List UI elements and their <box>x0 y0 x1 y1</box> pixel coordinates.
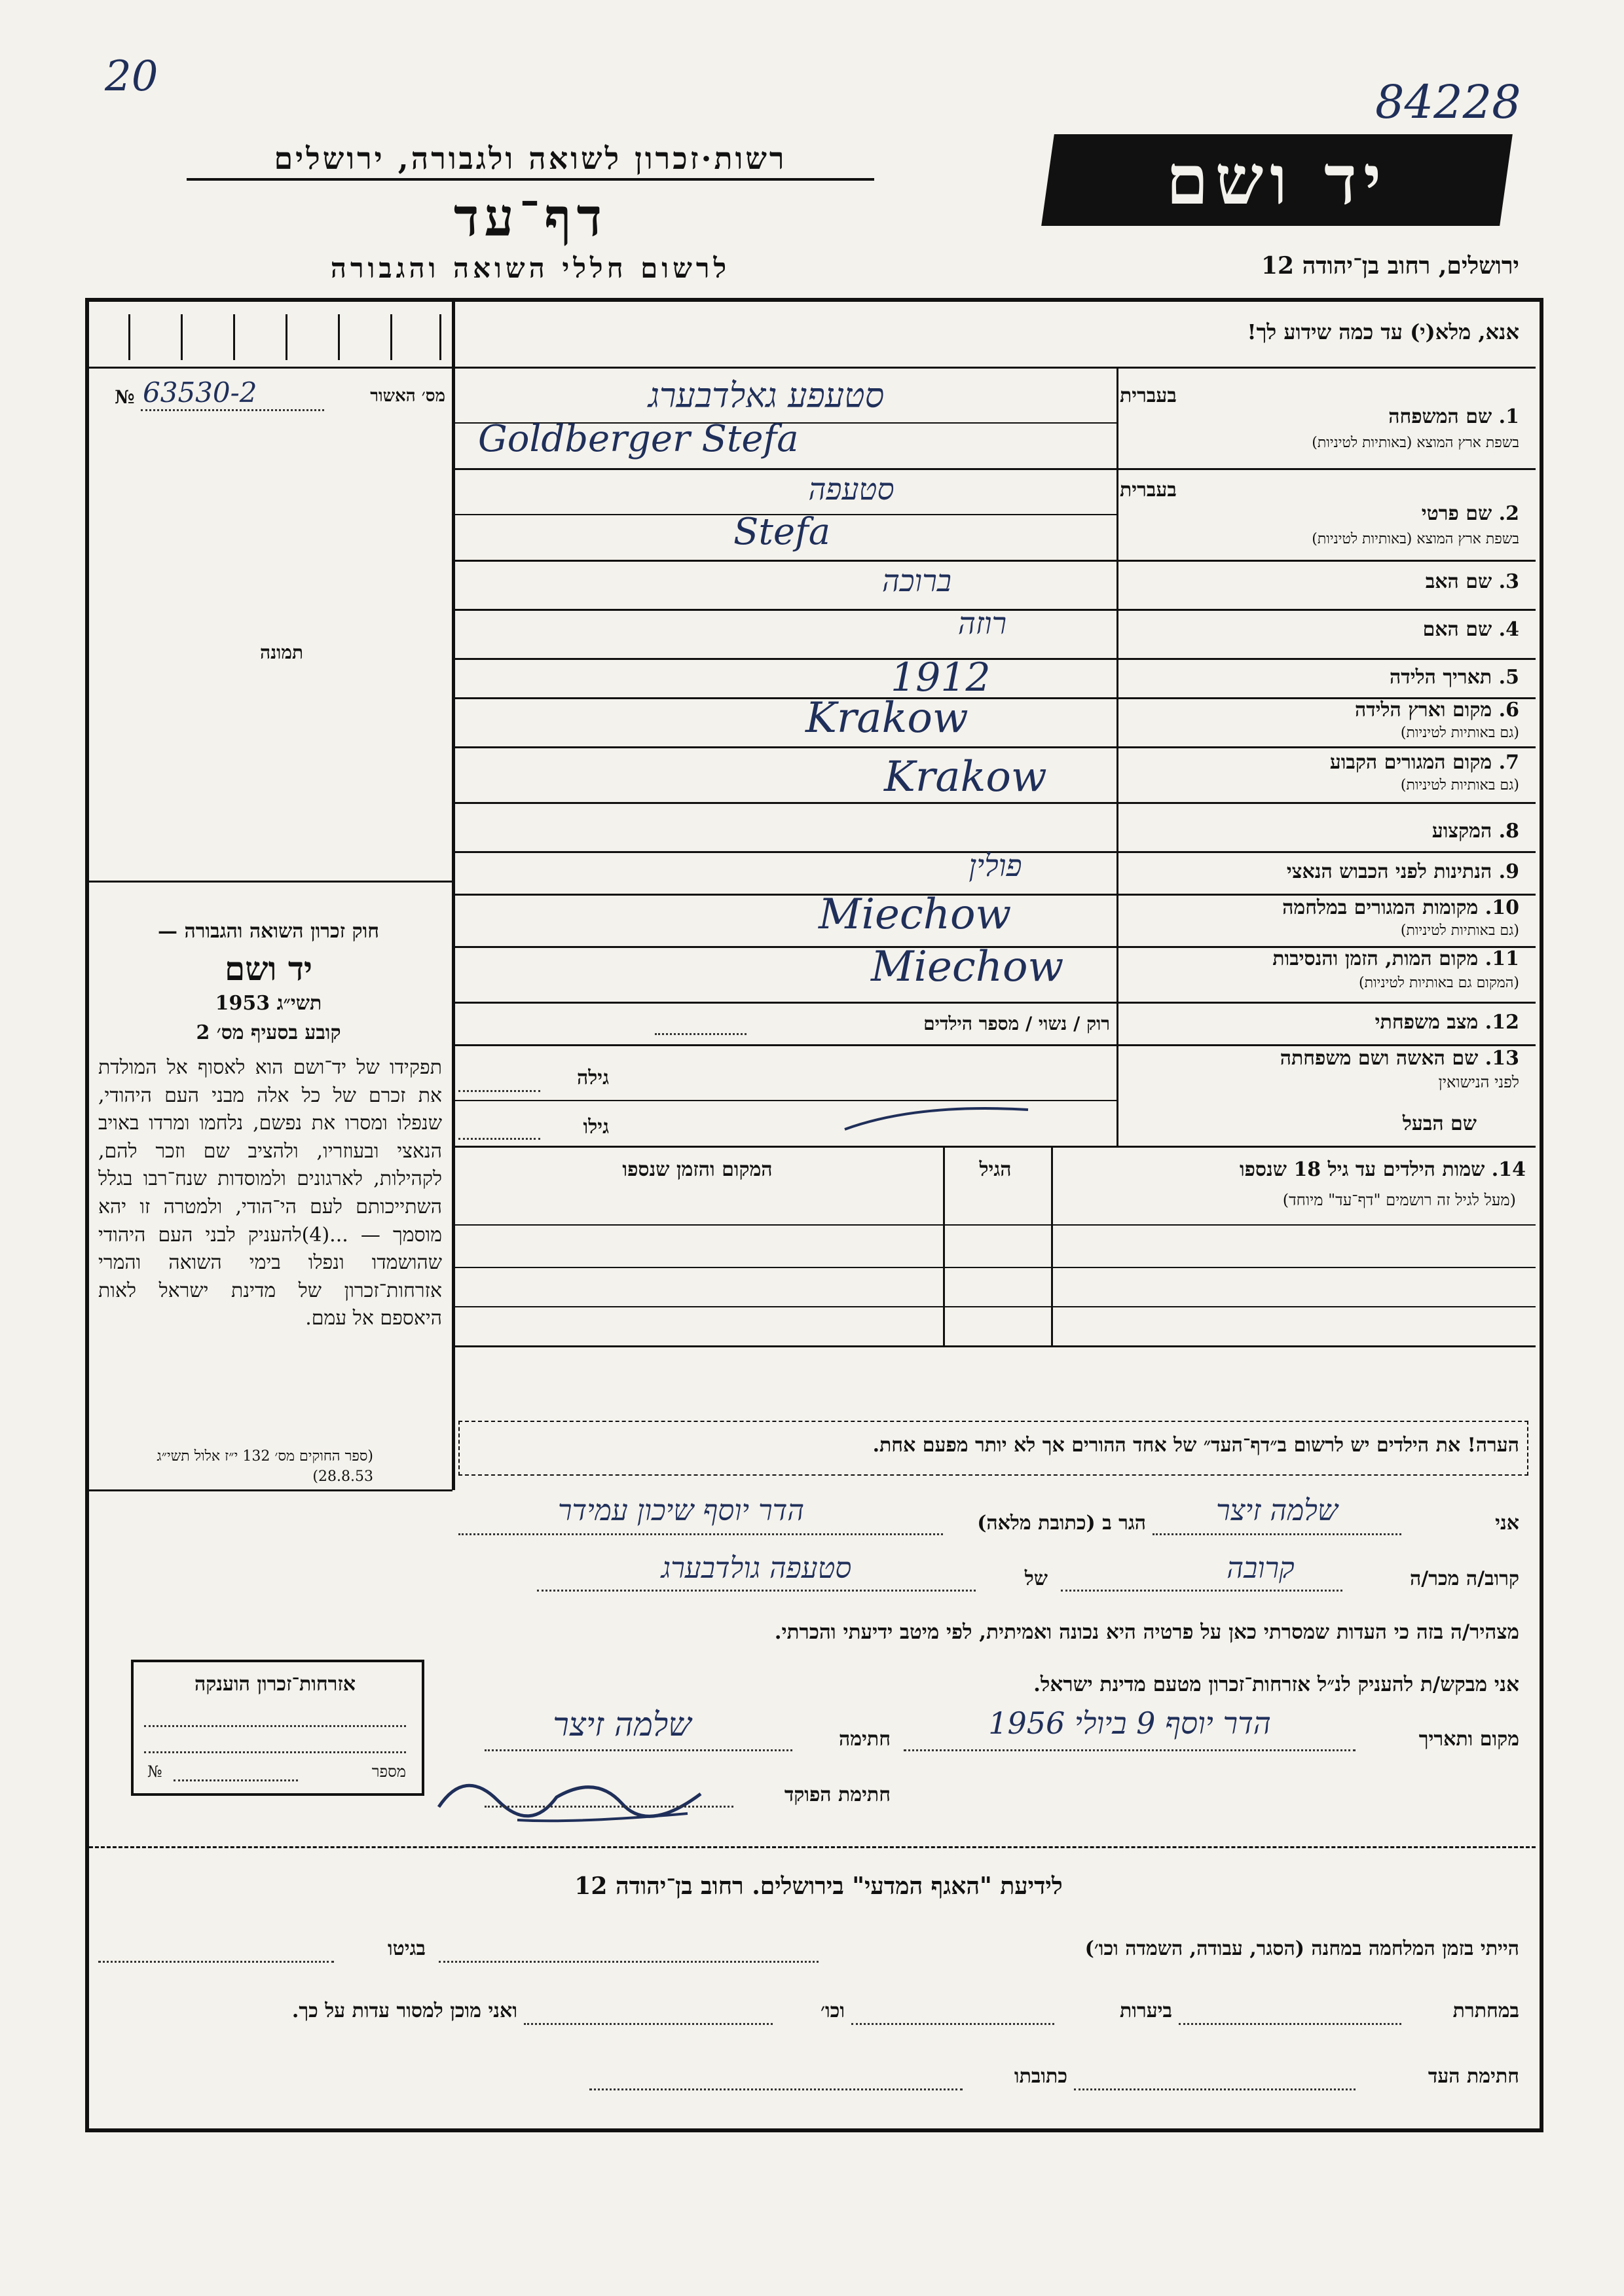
field-5-text: תאריך הלידה <box>1390 666 1492 689</box>
field-8-text: המקצוע <box>1431 820 1492 843</box>
field-6-text: מקום וארץ הלידה <box>1354 699 1492 721</box>
field-1-line-b <box>452 468 1536 470</box>
field-6-line <box>452 746 1536 748</box>
children-row-1 <box>452 1224 1536 1226</box>
children-col-age: הגיל <box>979 1158 1012 1181</box>
decl-i-label: אני <box>1495 1512 1519 1535</box>
logo-text: יד ושם <box>1166 139 1388 220</box>
stamp-line-2 <box>144 1751 406 1753</box>
footer-etc-label: וכו׳ <box>821 1999 845 2022</box>
field-12-dotline <box>655 1033 747 1035</box>
footer-camp-line <box>439 1961 819 1963</box>
field-9-num: 9. <box>1498 860 1519 883</box>
field-2-value-hebrew: סטעפה <box>808 471 895 507</box>
decl-signature-line <box>485 1749 792 1751</box>
decl-of-label: של <box>1024 1567 1048 1590</box>
law-year: תשי״ג 1953 <box>215 992 322 1015</box>
stamp-number-prefix: № <box>147 1762 162 1781</box>
approval-number-line <box>141 409 324 411</box>
field-2-line-b <box>452 560 1536 562</box>
decl-i-line <box>1153 1533 1401 1535</box>
law-source: (ספר החוקים מס׳ 132 י״ז אלול תשי״ג 28.8.53) <box>157 1448 373 1485</box>
field-3-label <box>1126 571 1519 594</box>
footer-ghetto-line <box>98 1961 334 1963</box>
stamp-line-1 <box>144 1725 406 1727</box>
decl-i-value: שלמה זיצר <box>1215 1494 1338 1527</box>
field-11-label <box>1126 948 1519 971</box>
field-11-text: מקום המות, הזמן והנסיבות <box>1272 947 1479 970</box>
field-7-num: 7. <box>1498 751 1519 774</box>
footer-address-label: כתובתו <box>1014 2065 1067 2088</box>
field-1-label <box>1126 406 1519 429</box>
field-2-sub: בשפת ארץ המוצא (באותיות לטיניות) <box>1312 531 1519 547</box>
children-label <box>1048 1159 1526 1182</box>
field-6-label <box>1126 699 1519 722</box>
decl-signature-label: חתימה <box>839 1728 891 1751</box>
note-text: הערה! את הילדים יש לרשום ב״דף־העד״ של אחד ההורים אך לא יותר מפעם אחת. <box>872 1434 1519 1457</box>
archive-number: 84228 <box>1375 75 1521 129</box>
field-11-num: 11. <box>1485 947 1519 970</box>
field-5-num: 5. <box>1498 666 1519 689</box>
law-heading: חוק זכרון השואה והגבורה — <box>158 920 379 943</box>
footer-etc-line <box>524 2023 773 2025</box>
field-7-label <box>1126 752 1519 774</box>
approval-prefix: № <box>115 386 135 408</box>
footer-forests-line <box>851 2023 1054 2025</box>
field-10-num: 10. <box>1485 896 1519 919</box>
field-2-value-latin: Stefa <box>733 511 831 553</box>
decl-place-date-value: הדר יוסף 9 ביולי 1956 <box>988 1705 1271 1741</box>
law-text: תפקידו של יד־ושם הוא לאסוף אל המולדת את זכרם של כל אלה מבני העם היהודי, שנפלו ומסרו את נפשם, נלחמו ומרדו באויב הנאצי ובעוזריו, ולהציב שם וזכר להם, לקהילות, לארגונים ולמוסדות שנח־רבו בגלל השתייכותם לעם הי־הודי, ולמטרה זו יהא מוסמך — ...(4)להעניק לבני העם היהודי שהושמדו ונפלו בימי השואה והמרי אזרחות־זכרון של מדינת ישראל לאות היאספם אל עמם. <box>98 1056 443 1330</box>
field-2-num: 2. <box>1498 502 1519 525</box>
approval-tick-row <box>89 308 449 367</box>
field-3-value: ברוכה <box>882 563 951 598</box>
field-8-label <box>1126 820 1519 843</box>
decl-resides-line <box>458 1533 943 1535</box>
footer-info: לידיעת "האגף המדעי" בירושלים. רחוב בן־יהודה 12 <box>574 1872 1063 1900</box>
field-10-text: מקומות המגורים במלחמה <box>1282 896 1479 919</box>
decl-relation-label: קרוב/ה מכר/ה <box>1410 1567 1519 1590</box>
footer-willing-label: ואני מוכן למסור עדות על כך. <box>291 1999 517 2022</box>
field-4-label <box>1126 619 1519 642</box>
decl-relation-line <box>1061 1590 1342 1592</box>
husband-line <box>452 1146 1536 1148</box>
field-1-value-latin: Goldberger Stefa <box>478 418 799 460</box>
left-column-divider <box>452 302 455 1490</box>
decl-of-value: סטעפה גולדבערג <box>661 1552 852 1585</box>
footer-underground-line <box>1179 2023 1401 2025</box>
law-name: יד ושם <box>225 949 312 988</box>
decl-place-date-label: מקום ותאריך <box>1418 1728 1519 1751</box>
yad-vashem-logo <box>1041 134 1513 226</box>
footer-witness-signature-line <box>1074 2088 1356 2090</box>
field-9-value: פולין <box>969 848 1022 883</box>
stamp-number-line <box>174 1779 298 1781</box>
intro-underline <box>452 367 1536 369</box>
field-2-label <box>1126 503 1519 526</box>
field-6-num: 6. <box>1498 699 1519 721</box>
field-6-sub: (גם באותיות לטיניות) <box>1400 725 1519 741</box>
field-10-value: Miechow <box>819 890 1012 939</box>
husband-label: שם הבעל <box>1402 1112 1477 1135</box>
children-col-divider-1 <box>1051 1146 1053 1345</box>
field-13-sub: לפני הנישואין <box>1438 1073 1519 1091</box>
field-1-value-hebrew: סטעפע גאלדבערג <box>648 376 885 416</box>
field-12-options: רוק / נשוי / מספר הילדים <box>923 1013 1110 1034</box>
decl-request: אני מבקש/ת להעניק לנ״ל אזרחות־זכרון מטעם מדינת ישראל. <box>1033 1673 1519 1696</box>
field-4-line <box>452 658 1536 660</box>
intro-text: אנא, מלא(י) עד כמה שידוע לך! <box>1247 319 1519 344</box>
stamp-number-label: מספר <box>371 1762 406 1781</box>
field-3-num: 3. <box>1498 570 1519 593</box>
children-col-place: המקום והזמן שנספו <box>622 1158 773 1181</box>
footer-address-line <box>589 2088 963 2090</box>
field-12-text: מצב משפחתי <box>1375 1011 1479 1034</box>
decl-officer-label: חתימת הפוקד <box>784 1783 891 1806</box>
field-4-value: רוזה <box>957 606 1007 641</box>
children-col-divider-2 <box>943 1146 945 1345</box>
children-num: 14. <box>1491 1158 1526 1181</box>
field-9-text: הנתינות לפני הכבוש הנאצי <box>1286 860 1492 883</box>
law-panel-top <box>89 881 452 883</box>
form-title: דף־עד <box>453 187 608 248</box>
field-2-text: שם פרטי <box>1421 502 1492 525</box>
footer-ghetto-label: בגיטו <box>387 1937 426 1960</box>
field-1-sub: בשפת ארץ המוצא (באותיות לטיניות) <box>1312 435 1519 451</box>
decl-of-line <box>537 1590 976 1592</box>
address: ירושלים, רחוב בן־יהודה 12 <box>1261 252 1519 280</box>
decl-resides-label: הגר ב (כתובת מלאה) <box>977 1512 1146 1535</box>
field-3-text: שם האב <box>1425 570 1492 593</box>
decl-officer-line <box>485 1806 733 1808</box>
institution-name: רשות·זכרון לשואה ולגבורה, ירושלים <box>274 141 787 176</box>
officer-signature <box>426 1761 733 1833</box>
field-8-num: 8. <box>1498 820 1519 843</box>
field-11-sub: (המקום גם באותיות לטיניות) <box>1359 975 1519 991</box>
page-number-handwritten: 20 <box>105 52 158 101</box>
field-9-label <box>1126 861 1519 884</box>
field-7-sub: (גם באותיות לטיניות) <box>1400 777 1519 793</box>
field-7-value: Krakow <box>884 753 1047 801</box>
footer-forests-label: ביערות <box>1119 1999 1172 2022</box>
institution-underline <box>187 178 874 181</box>
field-6-value: Krakow <box>805 694 969 742</box>
decl-relation-value: קרובה <box>1227 1552 1295 1585</box>
field-5-value: 1912 <box>891 655 991 701</box>
decl-statement: מצהיר/ה בזה כי העדות שמסרתי כאן על פרטיה היא נכונה ואמיתית, לפי מיטב ידיעתי והכרתי. <box>774 1620 1519 1644</box>
footer-witness-signature-label: חתימת העד <box>1428 2065 1519 2088</box>
field-12-num: 12. <box>1485 1011 1519 1034</box>
decl-signature-value: שלמה זיצר <box>553 1705 692 1743</box>
field-2-tag: בעברית <box>1120 479 1177 501</box>
stamp-title: אזרחות־זכרון הוענקה <box>194 1673 356 1696</box>
decl-resides-value: הדר יוסף שיכון עמידר <box>557 1494 805 1527</box>
field-13-age-line <box>458 1090 540 1092</box>
approval-label: מס׳ האשור <box>370 386 445 406</box>
field-12-line <box>452 1044 1536 1046</box>
field-10-label <box>1126 897 1519 920</box>
decl-place-date-line <box>904 1749 1356 1751</box>
form-subtitle: לרשום חללי השואה והגבורה <box>330 252 731 284</box>
field-5-label <box>1126 666 1519 689</box>
photo-label: תמונה <box>259 642 304 663</box>
children-sub: (מעל לגיל זה רושמים "דף־עד" מיוחד) <box>1282 1191 1516 1209</box>
field-11-line <box>452 1002 1536 1004</box>
field-1-text: שם המשפחה <box>1388 405 1492 428</box>
approval-top-line <box>89 367 452 369</box>
field-12-label <box>1126 1011 1519 1034</box>
children-row-2 <box>452 1267 1536 1268</box>
field-10-sub: (גם באותיות לטיניות) <box>1400 922 1519 939</box>
husband-age-label: גילו <box>583 1116 609 1139</box>
field-13-num: 13. <box>1485 1047 1519 1070</box>
footer-camp-label: הייתי בזמן המלחמה במחנה (הסגר, עבודה, השמדה וכו׳) <box>1084 1937 1519 1960</box>
husband-age-line <box>458 1138 540 1140</box>
children-bottom <box>452 1345 1536 1347</box>
field-4-num: 4. <box>1498 618 1519 641</box>
label-column-divider <box>1116 367 1118 1146</box>
law-clause: קובע בסעיף מס׳ 2 <box>196 1021 341 1044</box>
children-row-3 <box>452 1306 1536 1307</box>
children-text: שמות הילדים עד גיל 18 שנספו <box>1239 1158 1485 1181</box>
approval-number: 63530-2 <box>143 376 257 409</box>
field-11-value: Miechow <box>871 943 1064 991</box>
field-7-text: מקום המגורים הקבוע <box>1329 751 1492 774</box>
field-13-age-label: גילה <box>576 1066 609 1089</box>
field-4-text: שם האם <box>1422 618 1492 641</box>
footer-underground-label: במחתרת <box>1452 1999 1519 2022</box>
field-13-text: שם האשה ושם משפחתה <box>1280 1047 1479 1070</box>
husband-scribble <box>838 1090 1035 1142</box>
field-7-line <box>452 802 1536 804</box>
field-1-num: 1. <box>1498 405 1519 428</box>
field-1-tag: בעברית <box>1120 384 1177 407</box>
law-panel-bottom <box>89 1489 452 1491</box>
field-13-label <box>1126 1048 1519 1070</box>
footer-divider <box>89 1846 1536 1848</box>
